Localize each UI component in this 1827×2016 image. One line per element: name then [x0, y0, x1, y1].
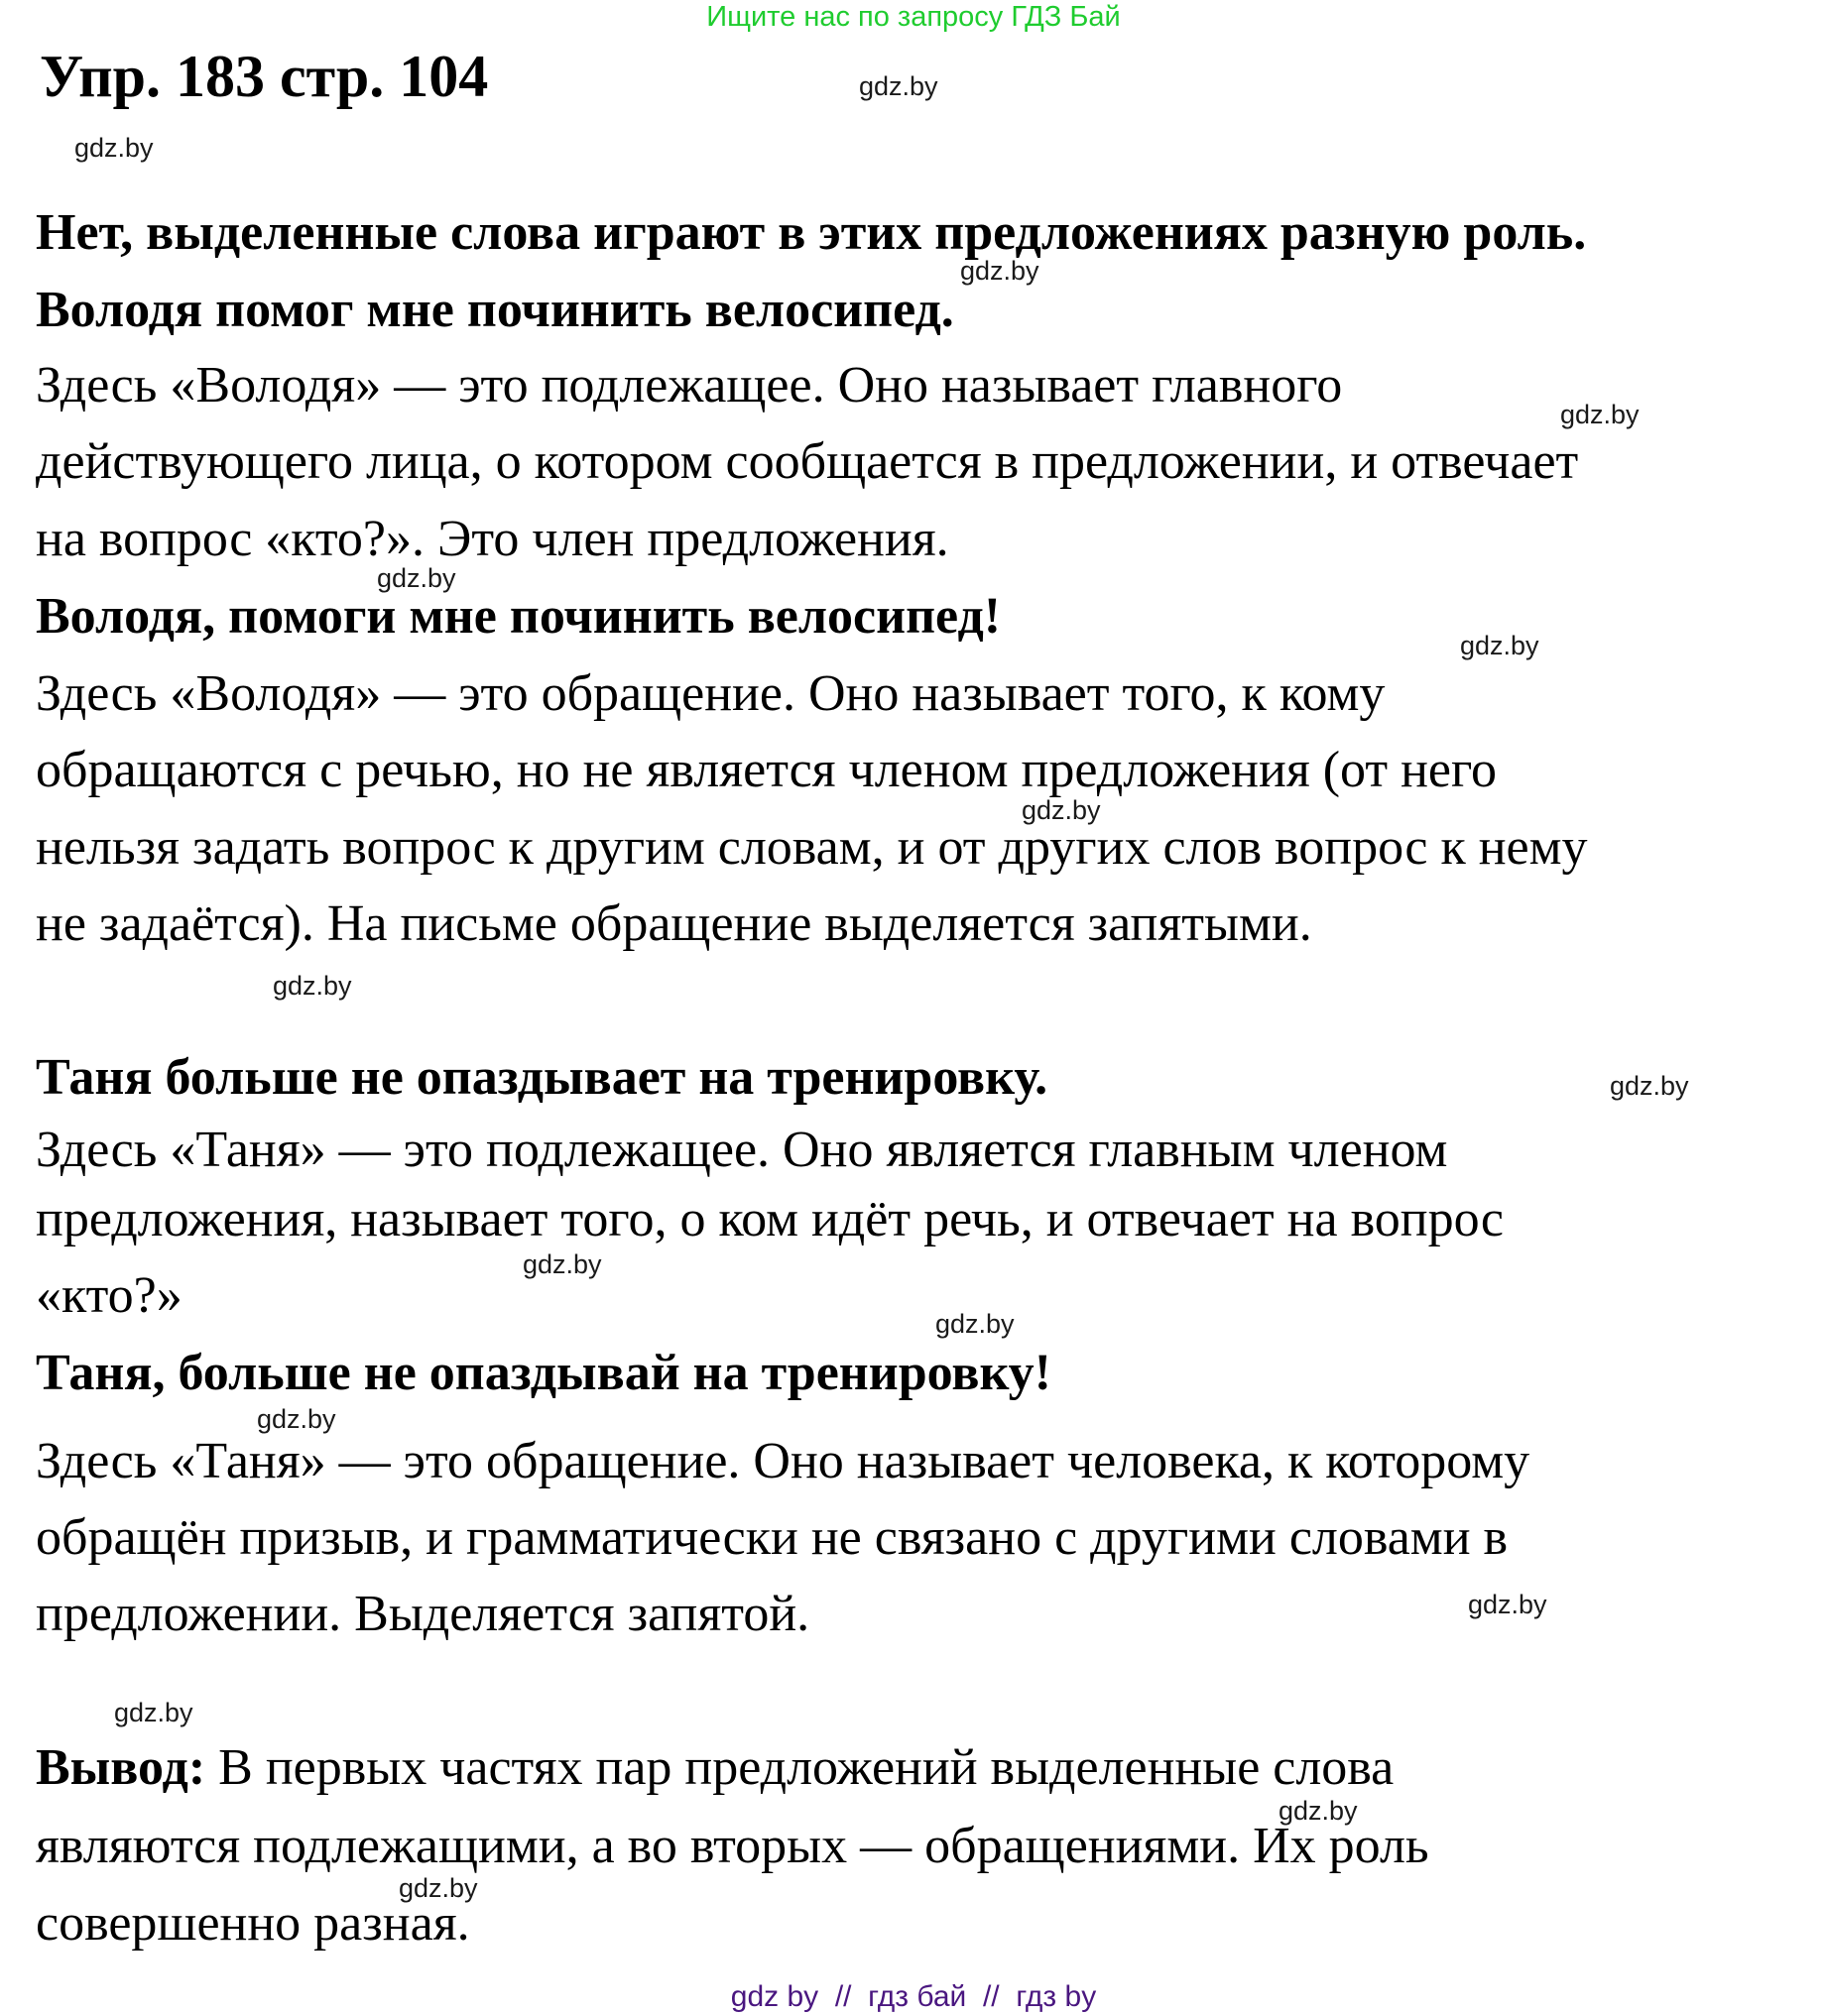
explanation-line: действующего лица, о котором сообщается в предложении, и отвечает — [36, 433, 1579, 490]
explanation-line: Здесь «Володя» — это подлежащее. Оно называет главного — [36, 357, 1343, 414]
footer-links: gdz by // гдз бай // гдз by — [730, 1980, 1097, 2013]
watermark: gdz.by — [859, 71, 938, 101]
watermark: gdz.by — [1560, 400, 1640, 429]
example-sentence-1b: Володя, помоги мне починить велосипед! — [36, 588, 1002, 645]
explanation-line: Здесь «Таня» — это обращение. Оно называет человека, к которому — [36, 1433, 1530, 1489]
watermark: gdz.by — [523, 1249, 602, 1279]
promo-banner: Ищите нас по запросу ГДЗ Бай — [706, 1, 1121, 33]
conclusion-line: совершенно разная. — [36, 1895, 470, 1952]
watermark: gdz.by — [114, 1698, 193, 1727]
answer-intro: Нет, выделенные слова играют в этих предложениях разную роль. — [36, 204, 1587, 261]
watermark: gdz.by — [74, 133, 154, 163]
watermark: gdz.by — [1468, 1590, 1547, 1619]
conclusion-label: Вывод: — [36, 1739, 206, 1796]
watermark: gdz.by — [377, 563, 456, 593]
watermark: gdz.by — [273, 971, 352, 1001]
example-sentence-2a: Таня больше не опаздывает на тренировку. — [36, 1049, 1048, 1106]
page-title: Упр. 183 стр. 104 — [40, 44, 489, 109]
explanation-line: Здесь «Володя» — это обращение. Оно называет того, к кому — [36, 665, 1386, 722]
watermark: gdz.by — [1279, 1796, 1358, 1826]
explanation-line: обращён призыв, и грамматически не связано с другими словами в — [36, 1509, 1509, 1566]
conclusion-text: В первых частях пар предложений выделенные слова — [205, 1739, 1395, 1796]
explanation-line: Здесь «Таня» — это подлежащее. Оно является главным членом — [36, 1122, 1448, 1178]
explanation-line: не задаётся). На письме обращение выделяется запятыми. — [36, 895, 1312, 952]
explanation-line: нельзя задать вопрос к другим словам, и от других слов вопрос к нему — [36, 819, 1588, 876]
watermark: gdz.by — [399, 1873, 478, 1903]
watermark: gdz.by — [257, 1404, 336, 1434]
example-sentence-1a: Володя помог мне починить велосипед. — [36, 282, 954, 338]
watermark: gdz.by — [1460, 631, 1539, 660]
watermark: gdz.by — [1610, 1071, 1689, 1101]
example-sentence-2b: Таня, больше не опаздывай на тренировку! — [36, 1345, 1051, 1401]
watermark: gdz.by — [960, 256, 1039, 286]
conclusion-line — [36, 1738, 1394, 1798]
conclusion-line: являются подлежащими, а во вторых — обращениями. Их роль — [36, 1818, 1429, 1874]
explanation-line: на вопрос «кто?». Это член предложения. — [36, 511, 949, 567]
explanation-line: обращаются с речью, но не является членом предложения (от него — [36, 742, 1498, 798]
watermark: gdz.by — [935, 1309, 1015, 1339]
explanation-line: «кто?» — [36, 1267, 183, 1324]
explanation-line: предложения, называет того, о ком идёт речь, и отвечает на вопрос — [36, 1191, 1504, 1247]
watermark: gdz.by — [1022, 795, 1101, 825]
explanation-line: предложении. Выделяется запятой. — [36, 1586, 810, 1642]
